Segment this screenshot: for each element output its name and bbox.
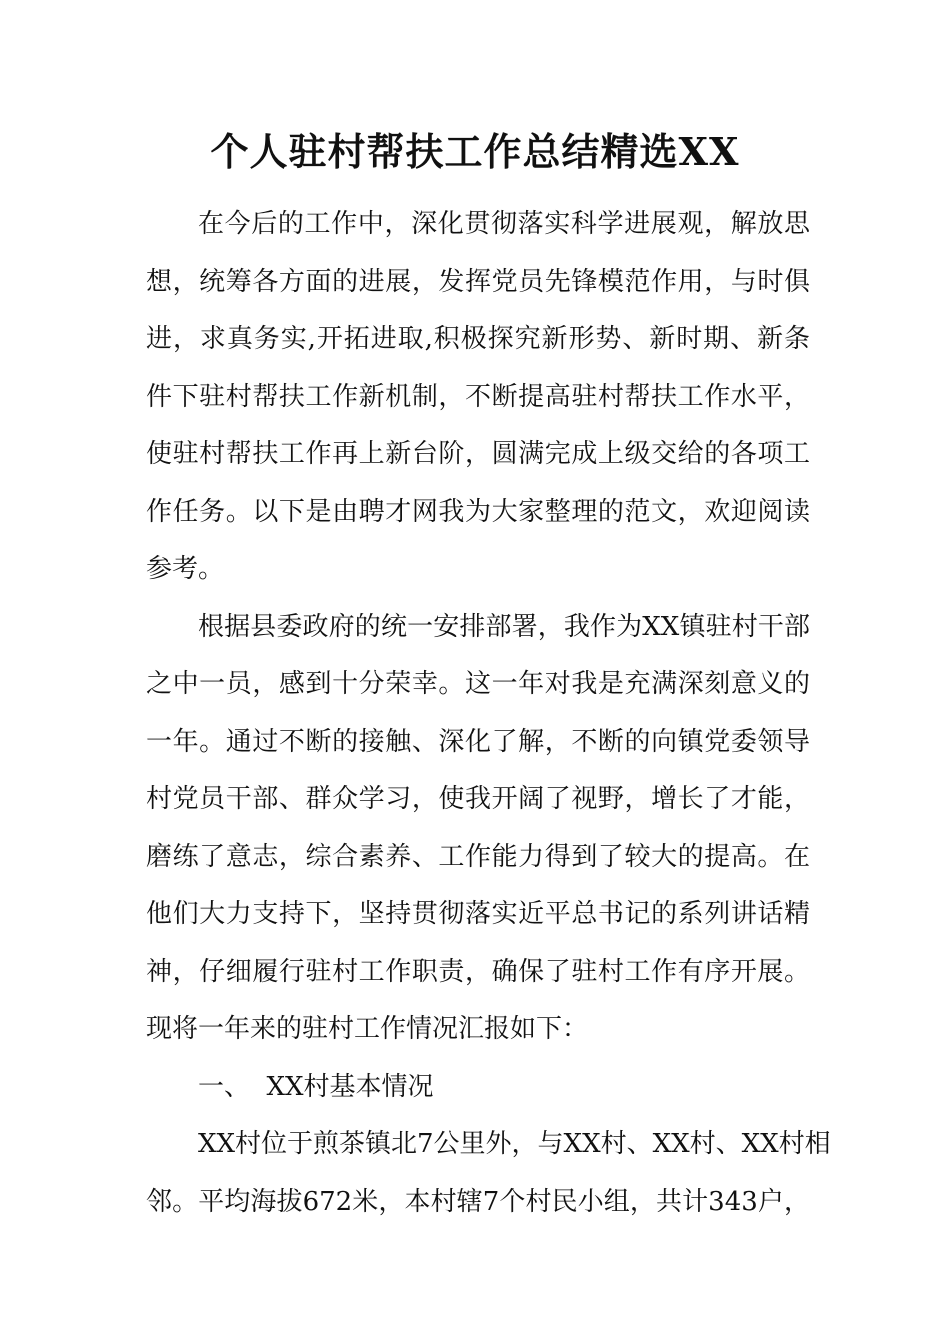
section-heading: 一、 XX村基本情况 (198, 1071, 434, 1102)
paragraph-line: 一年。通过不断的接触、深化了解，不断的向镇党委领导 (146, 726, 810, 757)
paragraph-line: 之中一员，感到十分荣幸。这一年对我是充满深刻意义的 (146, 669, 810, 699)
paragraph-line: 邻。平均海拔672米，本村辖7个村民小组，共计343户， (146, 1186, 810, 1217)
paragraph-line: 村党员干部、群众学习，使我开阔了视野，增长了才能， (146, 784, 810, 814)
paragraph-line: 他们大力支持下，坚持贯彻落实近平总书记的系列讲话精 (146, 899, 810, 929)
paragraph-line: 想，统筹各方面的进展，发挥党员先锋模范作用，与时俱 (146, 266, 810, 297)
paragraph-line: 作任务。以下是由聘才网我为大家整理的范文，欢迎阅读 (146, 496, 810, 527)
paragraph-line: 进，求真务实,开拓进取,积极探究新形势、新时期、新条 (146, 324, 810, 354)
paragraph-line: 参考。 (146, 554, 225, 584)
paragraph-line: 使驻村帮扶工作再上新台阶，圆满完成上级交给的各项工 (146, 439, 810, 469)
paragraph-line: 神，仔细履行驻村工作职责，确保了驻村工作有序开展。 (146, 956, 810, 987)
paragraph-line: XX村位于煎茶镇北7公里外，与XX村、XX村、XX村相 (198, 1129, 831, 1159)
paragraph-line: 磨练了意志，综合素养、工作能力得到了较大的提高。在 (146, 841, 810, 872)
paragraph-line: 根据县委政府的统一安排部署，我作为XX镇驻村干部 (198, 611, 810, 642)
paragraph-line: 在今后的工作中，深化贯彻落实科学进展观，解放思 (198, 209, 810, 239)
paragraph-line: 件下驻村帮扶工作新机制，不断提高驻村帮扶工作水平， (146, 381, 810, 412)
document-body (146, 196, 831, 1231)
paragraph-line: 现将一年来的驻村工作情况汇报如下： (146, 1014, 589, 1044)
document-title: 个人驻村帮扶工作总结精选XX (210, 129, 740, 174)
